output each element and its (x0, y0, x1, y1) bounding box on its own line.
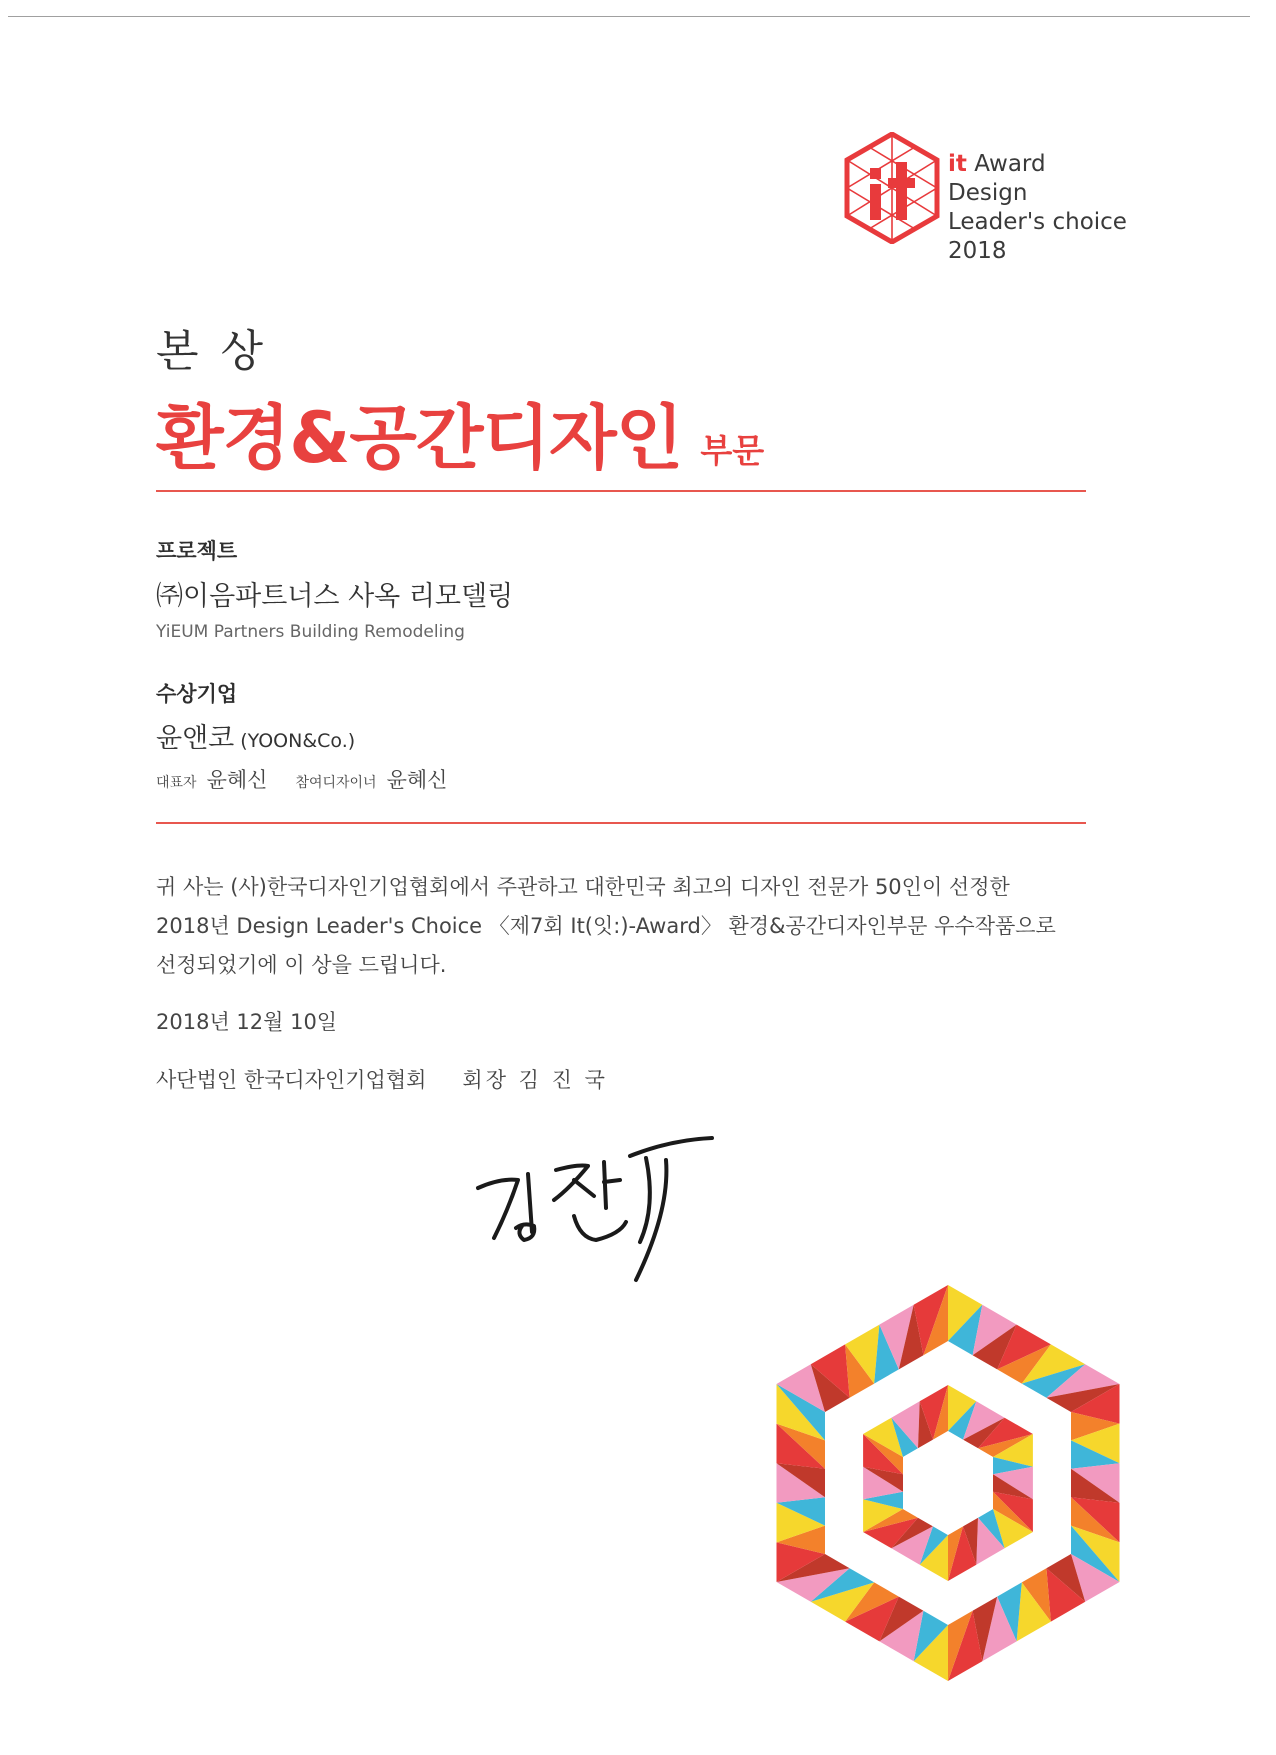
it-award-hexagon-icon (844, 132, 940, 244)
award-title: 본 상 (156, 326, 267, 377)
citation-line-1: 귀 사는 (사)한국디자인기업협회에서 주관하고 대한민국 최고의 디자인 전문가 50인이 선정한 (156, 875, 1010, 899)
issuer-line (156, 1064, 608, 1094)
top-border-line (8, 16, 1250, 17)
logo-line-2: Design (948, 180, 1028, 206)
award-category-name: 환경&공간디자인 (156, 397, 683, 479)
president-signature (470, 1130, 730, 1290)
citation-text (156, 868, 1056, 985)
project-label: 프로젝트 (156, 539, 238, 563)
project-name-en: YiEUM Partners Building Remodeling (156, 622, 465, 642)
designer-name: 윤혜신 (386, 768, 448, 792)
logo-award: Award (974, 151, 1046, 177)
issuer-president: 회장 김 진 국 (462, 1068, 608, 1092)
company-label: 수상기업 (156, 682, 238, 706)
it-award-logo-text (948, 150, 1127, 266)
it-award-logo (844, 124, 1154, 274)
divider-top (156, 490, 1086, 492)
divider-bottom (156, 822, 1086, 824)
logo-line-4: 2018 (948, 238, 1007, 264)
logo-line-1 (948, 150, 1127, 179)
company-name-en: (YOON&Co.) (240, 730, 356, 752)
designer-label: 참여디자이너 (295, 775, 377, 791)
award-date: 2018년 12월 10일 (156, 1010, 338, 1034)
it-award-hexagon-graphic (748, 1268, 1148, 1698)
logo-line-3: Leader's choice (948, 209, 1127, 235)
award-category (156, 382, 764, 483)
citation-line-2: 2018년 Design Leader's Choice 〈제7회 It(잇:)-Award〉 환경&공간디자인부문 우수작품으로 (156, 914, 1056, 938)
company-name: 윤앤코 (156, 723, 235, 754)
representative-label: 대표자 (156, 775, 197, 791)
project-name: ㈜이음파트너스 사옥 리모델링 (156, 581, 514, 612)
logo-it: it (948, 151, 967, 177)
credits-row (156, 764, 475, 794)
representative-name: 윤혜신 (206, 768, 268, 792)
issuer-organization: 사단법인 한국디자인기업협회 (156, 1068, 427, 1092)
citation-line-3: 선정되었기에 이 상을 드립니다. (156, 953, 447, 977)
company-name-row (156, 716, 355, 755)
award-category-suffix: 부문 (700, 431, 765, 470)
